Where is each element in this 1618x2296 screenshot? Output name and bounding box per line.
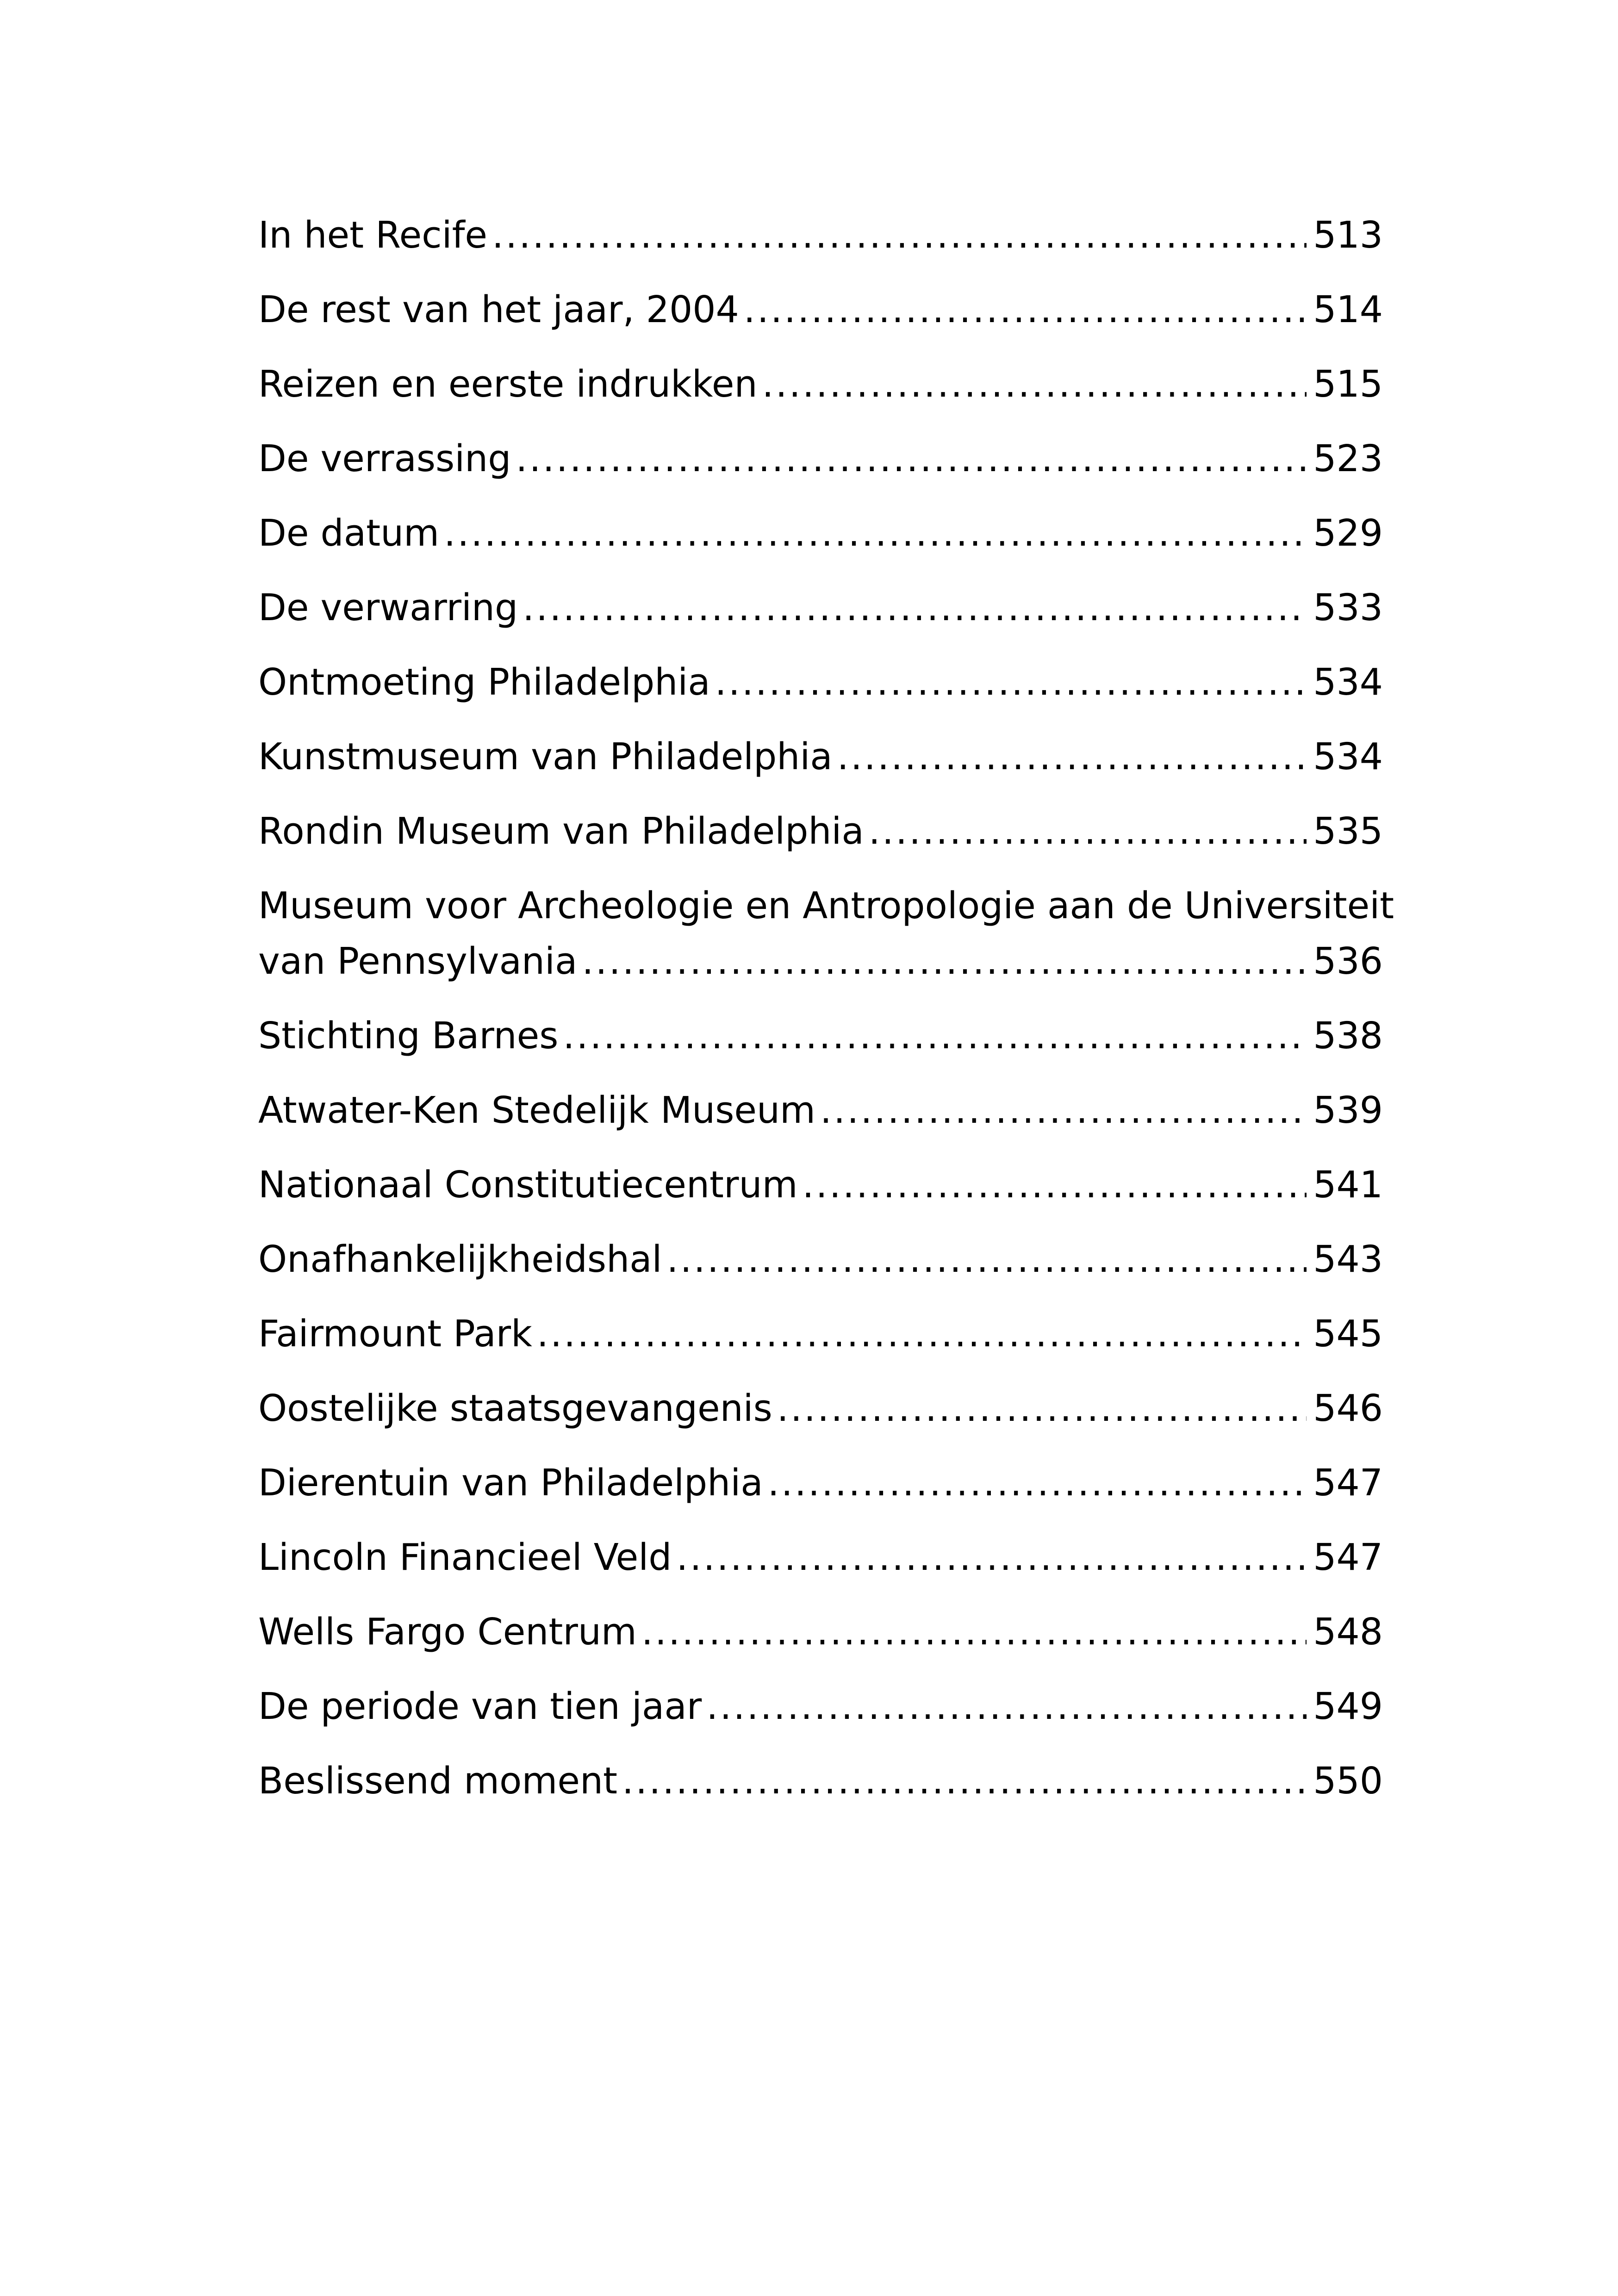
toc-entry-title: Reizen en eerste indrukken xyxy=(258,363,758,405)
toc-entry-page-number: 514 xyxy=(1313,288,1383,331)
toc-entry-page-number: 535 xyxy=(1313,810,1383,852)
dot-leader xyxy=(676,1530,1307,1585)
toc-entry[interactable] xyxy=(258,207,1383,282)
toc-entry-line xyxy=(258,1306,1383,1362)
toc-entry-page-number: 539 xyxy=(1313,1089,1383,1132)
toc-entry-line xyxy=(258,729,1383,784)
toc-entry-title-line1: Museum voor Archeologie en Antropologie aan de Universiteit xyxy=(258,884,1394,927)
toc-entry-title: De periode van tien jaar xyxy=(258,1685,702,1728)
toc-entry-title: Nationaal Constitutiecentrum xyxy=(258,1164,798,1206)
dot-leader xyxy=(762,356,1307,412)
dot-leader xyxy=(667,1232,1307,1287)
toc-entry[interactable] xyxy=(258,1753,1383,1818)
toc-entry-line xyxy=(258,803,1383,859)
toc-entry[interactable] xyxy=(258,1679,1383,1753)
dot-leader xyxy=(582,933,1307,989)
toc-entry-line xyxy=(258,1604,1383,1660)
toc-entry-line xyxy=(258,1679,1383,1734)
toc-entry-page-number: 538 xyxy=(1313,1014,1383,1057)
toc-entry-page-number: 534 xyxy=(1313,735,1383,778)
toc-entry-title: Fairmount Park xyxy=(258,1313,532,1355)
toc-entry[interactable] xyxy=(258,505,1383,580)
dot-leader xyxy=(622,1753,1307,1809)
toc-entry[interactable] xyxy=(258,1008,1383,1083)
toc-entry-title: Rondin Museum van Philadelphia xyxy=(258,810,864,852)
toc-entry-line xyxy=(258,1455,1383,1511)
toc-entry-line xyxy=(258,933,1383,989)
toc-entry-title: Oostelijke staatsgevangenis xyxy=(258,1387,772,1430)
dot-leader xyxy=(820,1083,1307,1138)
toc-entry-title: Kunstmuseum van Philadelphia xyxy=(258,735,833,778)
toc-entry-line xyxy=(258,580,1383,635)
toc-entry-page-number: 515 xyxy=(1313,363,1383,405)
toc-entry-title: De datum xyxy=(258,512,440,554)
toc-entry[interactable] xyxy=(258,1306,1383,1381)
toc-entry-page-number: 513 xyxy=(1313,214,1383,256)
dot-leader xyxy=(492,207,1307,263)
toc-entry-page-number: 548 xyxy=(1313,1611,1383,1653)
toc-entry[interactable] xyxy=(258,1157,1383,1232)
toc-entry-title: Dierentuin van Philadelphia xyxy=(258,1462,763,1504)
toc-entry-title: Stichting Barnes xyxy=(258,1014,559,1057)
toc-entry-page-number: 547 xyxy=(1313,1536,1383,1579)
toc-entry-line xyxy=(258,1232,1383,1287)
toc-entry-line xyxy=(258,505,1383,561)
toc-entry-title: van Pennsylvania xyxy=(258,940,578,983)
dot-leader xyxy=(777,1381,1307,1436)
toc-entry[interactable] xyxy=(258,878,1394,1008)
toc-entry-title: De verwarring xyxy=(258,586,518,629)
toc-entry[interactable] xyxy=(258,1381,1383,1455)
toc-entry-line xyxy=(258,282,1383,337)
dot-leader xyxy=(516,431,1307,486)
toc-entry-page-number: 536 xyxy=(1313,940,1383,983)
toc-entry-page-number: 550 xyxy=(1313,1760,1383,1802)
toc-entry-title: In het Recife xyxy=(258,214,487,256)
toc-entry-line xyxy=(258,1157,1383,1213)
toc-entry-page-number: 543 xyxy=(1313,1238,1383,1281)
toc-entry-title: Lincoln Financieel Veld xyxy=(258,1536,672,1579)
toc-entry[interactable] xyxy=(258,729,1383,803)
table-of-contents xyxy=(258,207,1394,1818)
toc-entry[interactable] xyxy=(258,1530,1383,1604)
dot-leader xyxy=(869,803,1307,859)
toc-entry-line xyxy=(258,356,1383,412)
toc-entry-line xyxy=(258,1753,1383,1809)
toc-entry-line xyxy=(258,1008,1383,1064)
toc-entry-title: Beslissend moment xyxy=(258,1760,617,1802)
toc-entry[interactable] xyxy=(258,431,1383,505)
toc-entry-page-number: 529 xyxy=(1313,512,1383,554)
toc-entry-line xyxy=(258,207,1383,263)
toc-entry-page-number: 545 xyxy=(1313,1313,1383,1355)
dot-leader xyxy=(837,729,1307,784)
toc-entry[interactable] xyxy=(258,654,1383,729)
toc-entry-title: De rest van het jaar, 2004 xyxy=(258,288,739,331)
toc-entry-page-number: 547 xyxy=(1313,1462,1383,1504)
toc-entry-title: Atwater-Ken Stedelijk Museum xyxy=(258,1089,816,1132)
toc-entry-page-number: 546 xyxy=(1313,1387,1383,1430)
dot-leader xyxy=(803,1157,1307,1213)
toc-entry-page-number: 533 xyxy=(1313,586,1383,629)
dot-leader xyxy=(706,1679,1307,1734)
toc-entry-line xyxy=(258,1381,1383,1436)
toc-entry-title: De verrassing xyxy=(258,437,511,480)
toc-entry[interactable] xyxy=(258,1083,1383,1157)
toc-entry-title: Ontmoeting Philadelphia xyxy=(258,661,710,703)
dot-leader xyxy=(768,1455,1307,1511)
toc-entry-line xyxy=(258,654,1383,710)
dot-leader xyxy=(523,580,1307,635)
dot-leader xyxy=(444,505,1307,561)
toc-entry-line xyxy=(258,1083,1383,1138)
dot-leader xyxy=(715,654,1307,710)
toc-entry[interactable] xyxy=(258,356,1383,431)
toc-entry-page-number: 541 xyxy=(1313,1164,1383,1206)
toc-entry-line xyxy=(258,1530,1383,1585)
dot-leader xyxy=(537,1306,1307,1362)
toc-entry-page-number: 549 xyxy=(1313,1685,1383,1728)
dot-leader xyxy=(563,1008,1307,1064)
toc-entry-page-number: 534 xyxy=(1313,661,1383,703)
toc-entry[interactable] xyxy=(258,282,1383,356)
toc-entry-line xyxy=(258,431,1383,486)
dot-leader xyxy=(744,282,1307,337)
toc-entry[interactable] xyxy=(258,1232,1383,1306)
toc-entry[interactable] xyxy=(258,1604,1383,1679)
toc-entry-title: Onafhankelijkheidshal xyxy=(258,1238,662,1281)
toc-entry-title: Wells Fargo Centrum xyxy=(258,1611,637,1653)
toc-entry-page-number: 523 xyxy=(1313,437,1383,480)
toc-entry[interactable] xyxy=(258,1455,1383,1530)
toc-entry[interactable] xyxy=(258,580,1383,654)
toc-entry[interactable] xyxy=(258,803,1383,878)
dot-leader xyxy=(641,1604,1307,1660)
